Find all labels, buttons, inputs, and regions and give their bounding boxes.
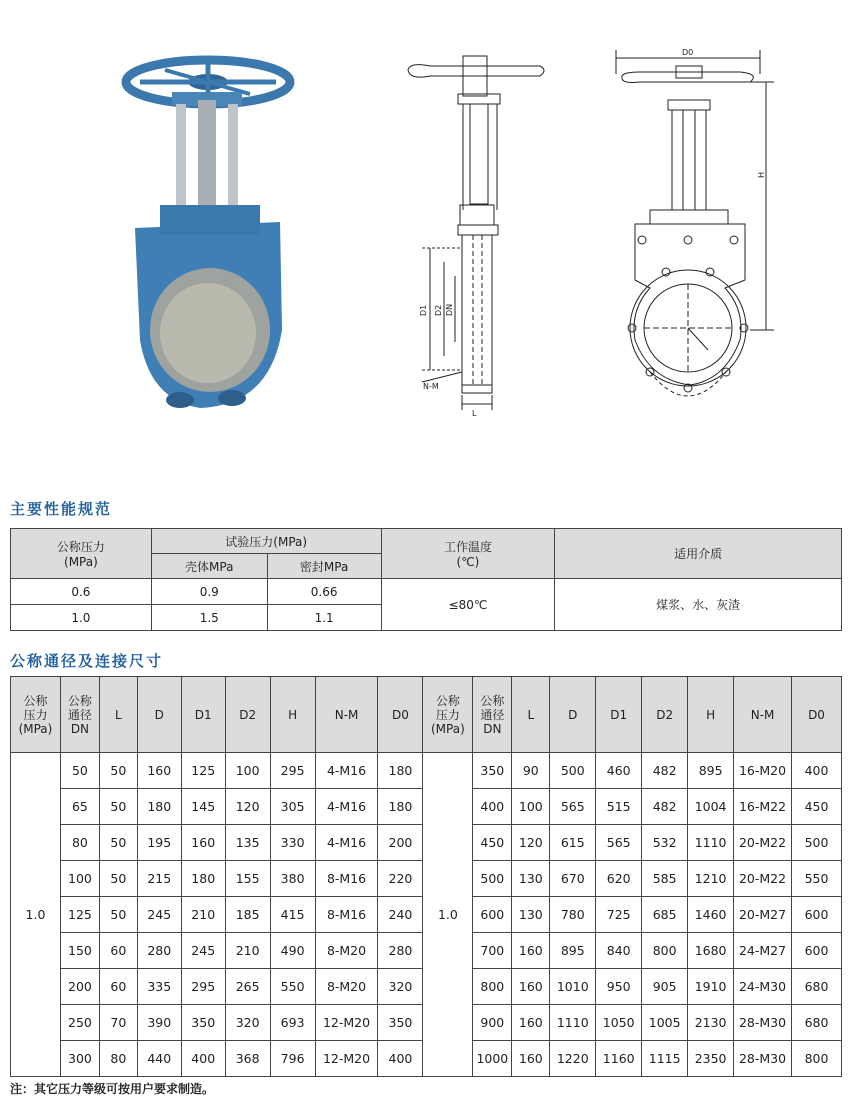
table-cell: 180: [378, 789, 423, 825]
table-cell: 1050: [596, 1005, 642, 1041]
table-cell: 565: [596, 825, 642, 861]
label-dn: DN: [445, 303, 454, 316]
table-cell: 380: [270, 861, 315, 897]
table-cell: 1010: [550, 969, 596, 1005]
table-cell: 620: [596, 861, 642, 897]
table-cell: 1460: [688, 897, 734, 933]
valve-figures: [0, 0, 850, 470]
table-cell: 160: [137, 753, 181, 789]
table-cell: 1115: [642, 1041, 688, 1077]
header-pn-right: 公称 压力 (MPa): [423, 677, 473, 753]
table-cell: 50: [99, 861, 137, 897]
table-cell: 840: [596, 933, 642, 969]
table-cell: 12-M20: [315, 1041, 378, 1077]
table-cell: 28-M30: [734, 1041, 792, 1077]
table-cell: 160: [181, 825, 225, 861]
table-cell: 482: [642, 789, 688, 825]
header-nm-left: N-M: [315, 677, 378, 753]
table-cell: 693: [270, 1005, 315, 1041]
table-cell: 160: [512, 969, 550, 1005]
table-cell: 4-M16: [315, 825, 378, 861]
table-cell: 200: [60, 969, 99, 1005]
perf-section-title: 主要性能规范: [10, 500, 113, 518]
header-pn-left: 公称 压力 (MPa): [11, 677, 61, 753]
table-cell: 1220: [550, 1041, 596, 1077]
table-cell: 1910: [688, 969, 734, 1005]
table-cell: 4-M16: [315, 753, 378, 789]
header-d1-right: D1: [596, 677, 642, 753]
header-d-right: D: [550, 677, 596, 753]
table-cell: 305: [270, 789, 315, 825]
table-cell: 600: [792, 933, 842, 969]
table-cell: 8-M16: [315, 897, 378, 933]
table-cell: 28-M30: [734, 1005, 792, 1041]
table-cell: 4-M16: [315, 789, 378, 825]
table-cell: 160: [512, 933, 550, 969]
table-row: [11, 753, 842, 789]
table-cell: 245: [137, 897, 181, 933]
table-cell: 800: [473, 969, 512, 1005]
dims-header-row: [11, 677, 842, 753]
table-cell: 20-M22: [734, 861, 792, 897]
header-nominal-pressure: 公称压力 (MPa): [11, 529, 152, 579]
table-cell: 390: [137, 1005, 181, 1041]
pn-left-value: 1.0: [11, 753, 61, 1077]
table-cell: 585: [642, 861, 688, 897]
table-cell: 24-M27: [734, 933, 792, 969]
table-cell: 24-M30: [734, 969, 792, 1005]
temp-value: ≤80℃: [381, 579, 555, 631]
table-cell: 400: [378, 1041, 423, 1077]
table-cell: 500: [550, 753, 596, 789]
table-cell: 350: [378, 1005, 423, 1041]
table-cell: 245: [181, 933, 225, 969]
table-cell: 90: [512, 753, 550, 789]
table-cell: 670: [550, 861, 596, 897]
table-cell: 600: [473, 897, 512, 933]
pn-right-value: 1.0: [423, 753, 473, 1077]
table-cell: 50: [99, 753, 137, 789]
table-cell: 950: [596, 969, 642, 1005]
table-cell: 482: [642, 753, 688, 789]
table-cell: 400: [792, 753, 842, 789]
table-cell: 490: [270, 933, 315, 969]
table-cell: 16-M22: [734, 789, 792, 825]
table-cell: 800: [792, 1041, 842, 1077]
table-cell: 400: [181, 1041, 225, 1077]
table-cell: 1160: [596, 1041, 642, 1077]
table-cell: 350: [473, 753, 512, 789]
table-cell: 515: [596, 789, 642, 825]
header-d2-right: D2: [642, 677, 688, 753]
table-cell: 460: [596, 753, 642, 789]
table-cell: 780: [550, 897, 596, 933]
table-cell: 60: [99, 969, 137, 1005]
table-cell: 450: [792, 789, 842, 825]
table-cell: 350: [181, 1005, 225, 1041]
table-cell: 2350: [688, 1041, 734, 1077]
header-l-left: L: [99, 677, 137, 753]
header-l-right: L: [512, 677, 550, 753]
table-cell: 1110: [688, 825, 734, 861]
table-cell: 280: [378, 933, 423, 969]
table-cell: 1110: [550, 1005, 596, 1041]
table-cell: 185: [225, 897, 270, 933]
table-cell: 50: [99, 789, 137, 825]
front-view-drawing: [616, 50, 774, 396]
table-cell: 1005: [642, 1005, 688, 1041]
header-seal: 密封MPa: [267, 554, 381, 579]
table-cell: 500: [473, 861, 512, 897]
table-cell: 50: [99, 897, 137, 933]
table-cell: 60: [99, 933, 137, 969]
table-cell: 210: [181, 897, 225, 933]
table-cell: 195: [137, 825, 181, 861]
performance-table: [10, 528, 842, 631]
table-cell: 368: [225, 1041, 270, 1077]
table-cell: 450: [473, 825, 512, 861]
header-h-right: H: [688, 677, 734, 753]
header-dn-right: 公称 通径 DN: [473, 677, 512, 753]
table-cell: 20-M22: [734, 825, 792, 861]
table-cell: 100: [225, 753, 270, 789]
table-cell: 415: [270, 897, 315, 933]
header-d1-left: D1: [181, 677, 225, 753]
table-cell: 210: [225, 933, 270, 969]
table-cell: 180: [181, 861, 225, 897]
table-cell: 900: [473, 1005, 512, 1041]
table-cell: 895: [688, 753, 734, 789]
header-d2-left: D2: [225, 677, 270, 753]
table-cell: 400: [473, 789, 512, 825]
table-cell: 65: [60, 789, 99, 825]
side-view-drawing: [408, 56, 544, 410]
table-cell: 8-M20: [315, 969, 378, 1005]
media-value: 煤浆、水、灰渣: [555, 579, 842, 631]
table-cell: 550: [270, 969, 315, 1005]
label-d0: D0: [682, 48, 694, 57]
table-cell: 120: [225, 789, 270, 825]
dims-section-title: 公称通径及连接尺寸: [10, 652, 164, 670]
table-cell: 550: [792, 861, 842, 897]
table-cell: 180: [137, 789, 181, 825]
table-cell: 295: [270, 753, 315, 789]
table-cell: 500: [792, 825, 842, 861]
table-cell: 150: [60, 933, 99, 969]
header-test-pressure: 试验压力(MPa): [151, 529, 381, 554]
table-cell: 330: [270, 825, 315, 861]
header-d0-left: D0: [378, 677, 423, 753]
table-cell: 125: [181, 753, 225, 789]
table-cell: 70: [99, 1005, 137, 1041]
header-nm-right: N-M: [734, 677, 792, 753]
header-dn-left: 公称 通径 DN: [60, 677, 99, 753]
table-cell: 100: [60, 861, 99, 897]
table-cell: 50: [99, 825, 137, 861]
table-cell: 1004: [688, 789, 734, 825]
table-cell: 300: [60, 1041, 99, 1077]
table-cell: 220: [378, 861, 423, 897]
table-cell: 320: [225, 1005, 270, 1041]
table-cell: 2130: [688, 1005, 734, 1041]
table-cell: 250: [60, 1005, 99, 1041]
label-nm: N-M: [423, 382, 439, 391]
valve-photo: [126, 60, 290, 408]
header-d0-right: D0: [792, 677, 842, 753]
table-cell: 145: [181, 789, 225, 825]
table-cell: 295: [181, 969, 225, 1005]
table-cell: 80: [60, 825, 99, 861]
table-cell: 16-M20: [734, 753, 792, 789]
table-cell: 440: [137, 1041, 181, 1077]
table-cell: 8-M20: [315, 933, 378, 969]
table-cell: 1680: [688, 933, 734, 969]
table-cell: 532: [642, 825, 688, 861]
table-cell: 895: [550, 933, 596, 969]
table-cell: 20-M27: [734, 897, 792, 933]
table-cell: 135: [225, 825, 270, 861]
label-h: H: [757, 171, 766, 178]
table-cell: 565: [550, 789, 596, 825]
header-temp: 工作温度 (℃): [381, 529, 555, 579]
dimensions-table: [10, 676, 842, 1077]
table-cell: 320: [378, 969, 423, 1005]
table-cell: 800: [642, 933, 688, 969]
table-cell: 130: [512, 897, 550, 933]
table-row: 0.6 0.9 0.66 ≤80℃ 煤浆、水、灰渣: [11, 579, 842, 605]
header-d-left: D: [137, 677, 181, 753]
label-l: L: [472, 409, 477, 418]
table-cell: 1210: [688, 861, 734, 897]
label-d2: D2: [434, 304, 443, 316]
table-cell: 905: [642, 969, 688, 1005]
table-cell: 12-M20: [315, 1005, 378, 1041]
table-cell: 125: [60, 897, 99, 933]
table-cell: 685: [642, 897, 688, 933]
table-cell: 180: [378, 753, 423, 789]
table-cell: 265: [225, 969, 270, 1005]
table-cell: 240: [378, 897, 423, 933]
table-cell: 335: [137, 969, 181, 1005]
table-cell: 130: [512, 861, 550, 897]
table-cell: 280: [137, 933, 181, 969]
footnote: 注：其它压力等级可按用户要求制造。: [10, 1082, 215, 1096]
table-cell: 680: [792, 1005, 842, 1041]
header-shell: 壳体MPa: [151, 554, 267, 579]
table-cell: 680: [792, 969, 842, 1005]
table-cell: 615: [550, 825, 596, 861]
table-cell: 155: [225, 861, 270, 897]
table-row: 1.0 1.5 1.1: [11, 605, 842, 631]
table-cell: 600: [792, 897, 842, 933]
table-cell: 725: [596, 897, 642, 933]
table-cell: 200: [378, 825, 423, 861]
table-cell: 796: [270, 1041, 315, 1077]
table-cell: 700: [473, 933, 512, 969]
table-cell: 120: [512, 825, 550, 861]
table-cell: 160: [512, 1041, 550, 1077]
table-cell: 1000: [473, 1041, 512, 1077]
table-cell: 100: [512, 789, 550, 825]
table-cell: 8-M16: [315, 861, 378, 897]
table-cell: 160: [512, 1005, 550, 1041]
table-cell: 80: [99, 1041, 137, 1077]
header-media: 适用介质: [555, 529, 842, 579]
header-h-left: H: [270, 677, 315, 753]
label-d1: D1: [419, 304, 428, 316]
table-cell: 215: [137, 861, 181, 897]
table-cell: 50: [60, 753, 99, 789]
